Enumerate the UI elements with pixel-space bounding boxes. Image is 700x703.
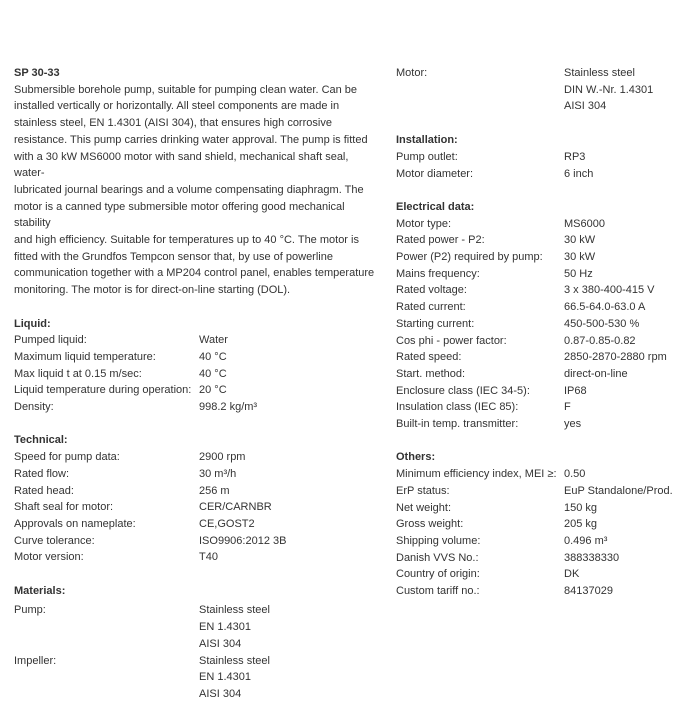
spec-value	[199, 653, 270, 703]
spec-label: Start. method:	[396, 367, 466, 380]
spec-value: EuP Standalone/Prod.	[564, 484, 673, 497]
spec-row	[396, 349, 696, 366]
installation-heading: Installation:	[396, 134, 458, 147]
description-line: Submersible borehole pump, suitable for pumping clean water. Can be	[14, 83, 358, 96]
spec-label: Maximum liquid temperature:	[14, 350, 156, 363]
description-line: with a 30 kW MS6000 motor with sand shield, mechanical shaft seal, water-	[14, 150, 349, 180]
spec-row	[396, 282, 696, 299]
others-heading: Others:	[396, 451, 436, 464]
spec-value: 6 inch	[564, 167, 594, 180]
spec-value: 40 °C	[199, 350, 227, 363]
spec-label: Pumped liquid:	[14, 334, 87, 347]
spec-label: Danish VVS No.:	[396, 551, 479, 564]
spec-row	[14, 399, 382, 416]
spec-row	[396, 366, 696, 383]
spec-label: Motor type:	[396, 217, 452, 230]
spec-label: Cos phi - power factor:	[396, 334, 507, 347]
spec-value: Water	[199, 334, 228, 347]
technical-heading: Technical:	[14, 434, 68, 447]
spec-value: DK	[564, 568, 580, 581]
spec-value-line: Stainless steel	[564, 67, 635, 79]
spec-row	[14, 549, 382, 566]
spec-value: 30 kW	[564, 251, 596, 264]
spec-row	[396, 216, 696, 233]
spec-row	[396, 316, 696, 333]
spec-label: Speed for pump data:	[14, 451, 120, 464]
spec-row	[396, 516, 696, 533]
spec-label: Rated voltage:	[396, 284, 467, 297]
spec-row	[396, 333, 696, 350]
right-column	[396, 65, 696, 600]
product-title: SP 30-33	[14, 67, 60, 79]
spec-value: direct-on-line	[564, 367, 628, 380]
product-description	[14, 82, 382, 299]
spec-row	[14, 466, 382, 483]
spec-value: 256 m	[199, 484, 230, 497]
spec-value: CER/CARNBR	[199, 501, 272, 514]
spec-row	[14, 653, 382, 703]
spec-row	[14, 499, 382, 516]
spec-row	[396, 249, 696, 266]
spec-label: Country of origin:	[396, 568, 480, 581]
spec-value-line: Stainless steel	[199, 654, 270, 667]
spec-value: 40 °C	[199, 367, 227, 380]
spec-row	[396, 399, 696, 416]
spec-row	[396, 566, 696, 583]
spec-value: yes	[564, 418, 582, 431]
spec-label: Motor:	[396, 67, 428, 79]
spec-value: MS6000	[564, 217, 605, 230]
spec-value: 2850-2870-2880 rpm	[564, 351, 667, 364]
spec-label: Insulation class (IEC 85):	[396, 401, 519, 414]
spec-row	[14, 516, 382, 533]
spec-label: Curve tolerance:	[14, 534, 95, 547]
spec-row	[396, 383, 696, 400]
spec-label: Density:	[14, 401, 54, 414]
electrical-heading: Electrical data:	[396, 200, 475, 213]
spec-row	[14, 349, 382, 366]
spec-value-line: EN 1.4301	[199, 671, 251, 684]
description-line: installed vertically or horizontally. All steel components are made in	[14, 100, 340, 113]
spec-label: Pump:	[14, 604, 46, 617]
spec-row	[396, 416, 696, 433]
spec-label: Motor version:	[14, 551, 84, 564]
spec-value: F	[564, 401, 571, 414]
spec-row	[14, 332, 382, 349]
spec-label: Rated current:	[396, 301, 466, 314]
spec-row	[14, 449, 382, 466]
description-line: and high efficiency. Suitable for temperatures up to 40 °C. The motor is	[14, 234, 359, 247]
spec-label: Approvals on nameplate:	[14, 517, 136, 530]
spec-label: Max liquid t at 0.15 m/sec:	[14, 367, 142, 380]
description-line: communication together with a MP204 control panel, enables temperature	[14, 267, 375, 280]
spec-label: Mains frequency:	[396, 267, 480, 280]
spec-value-line: EN 1.4301	[199, 621, 251, 634]
spec-value: 3 x 380-400-415 V	[564, 284, 655, 297]
spec-value: 84137029	[564, 585, 613, 598]
spec-label: Custom tariff no.:	[396, 585, 480, 598]
spec-label: Rated power - P2:	[396, 234, 485, 247]
spec-row	[396, 166, 696, 183]
spec-label: Gross weight:	[396, 518, 464, 531]
spec-row	[396, 483, 696, 500]
spec-value: 388338330	[564, 551, 620, 564]
spec-value-line: Stainless steel	[199, 604, 270, 617]
spec-value-line: AISI 304	[564, 100, 607, 113]
spec-value: 66.5-64.0-63.0 A	[564, 301, 646, 314]
spec-label: Impeller:	[14, 654, 57, 667]
spec-label: Liquid temperature during operation:	[14, 384, 192, 397]
spec-row	[396, 550, 696, 567]
spec-value: T40	[199, 551, 218, 564]
spec-value: 0.496 m³	[564, 534, 608, 547]
spec-label: Minimum efficiency index, MEI ≥:	[396, 468, 557, 481]
spec-label: Net weight:	[396, 501, 452, 514]
spec-value: 50 Hz	[564, 267, 593, 280]
description-line: stainless steel, EN 1.4301 (AISI 304), that ensures high corrosive	[14, 117, 332, 130]
spec-value: 30 kW	[564, 234, 596, 247]
spec-row	[14, 483, 382, 500]
description-line: lubricated journal bearings and a volume compensating diaphragm. The	[14, 183, 364, 196]
spec-row	[396, 583, 696, 600]
spec-value: 205 kg	[564, 518, 598, 531]
spec-row	[14, 533, 382, 550]
description-line: monitoring. The motor is for direct-on-line starting (DOL).	[14, 284, 291, 297]
spec-label: Shaft seal for motor:	[14, 501, 114, 514]
spec-value: 2900 rpm	[199, 451, 246, 464]
description-line: fitted with the Grundfos Tempcon sensor that, by use of powerline	[14, 250, 333, 263]
spec-label: Pump outlet:	[396, 150, 458, 163]
liquid-heading: Liquid:	[14, 317, 51, 330]
left-column	[14, 65, 382, 703]
spec-value	[564, 65, 653, 115]
materials-heading: Materials:	[14, 584, 66, 597]
spec-value-line: AISI 304	[199, 637, 242, 650]
spec-label: Motor diameter:	[396, 167, 474, 180]
spec-value: ISO9906:2012 3B	[199, 534, 287, 547]
spec-row	[14, 382, 382, 399]
spec-row	[396, 232, 696, 249]
spec-label: Built-in temp. transmitter:	[396, 418, 519, 431]
spec-label: Rated flow:	[14, 467, 70, 480]
spec-row	[396, 466, 696, 483]
spec-row	[396, 500, 696, 517]
spec-row	[396, 299, 696, 316]
spec-row	[14, 366, 382, 383]
spec-value: CE,GOST2	[199, 517, 255, 530]
spec-value: 0.50	[564, 468, 586, 481]
spec-value-line: AISI 304	[199, 687, 242, 700]
spec-value: 0.87-0.85-0.82	[564, 334, 636, 347]
spec-row	[14, 602, 382, 652]
spec-label: Shipping volume:	[396, 534, 481, 547]
spec-value	[199, 602, 270, 652]
spec-value: 150 kg	[564, 501, 598, 514]
spec-label: Rated head:	[14, 484, 74, 497]
spec-value: 998.2 kg/m³	[199, 401, 258, 414]
description-line: resistance. This pump carries drinking water approval. The pump is fitted	[14, 133, 368, 146]
spec-value: 450-500-530 %	[564, 317, 640, 330]
spec-label: Enclosure class (IEC 34-5):	[396, 384, 530, 397]
spec-label: Power (P2) required by pump:	[396, 251, 543, 264]
spec-row	[396, 266, 696, 283]
spec-value: IP68	[564, 384, 587, 397]
spec-row	[396, 65, 696, 115]
spec-value: RP3	[564, 150, 586, 163]
spec-row	[396, 149, 696, 166]
spec-value: 20 °C	[199, 384, 227, 397]
spec-label: Rated speed:	[396, 351, 462, 364]
spec-label: ErP status:	[396, 484, 450, 497]
spec-row	[396, 533, 696, 550]
spec-value-line: DIN W.-Nr. 1.4301	[564, 83, 654, 96]
description-line: motor is a canned type submersible motor offering good mechanical stability	[14, 200, 345, 230]
spec-value: 30 m³/h	[199, 467, 237, 480]
spec-label: Starting current:	[396, 317, 475, 330]
